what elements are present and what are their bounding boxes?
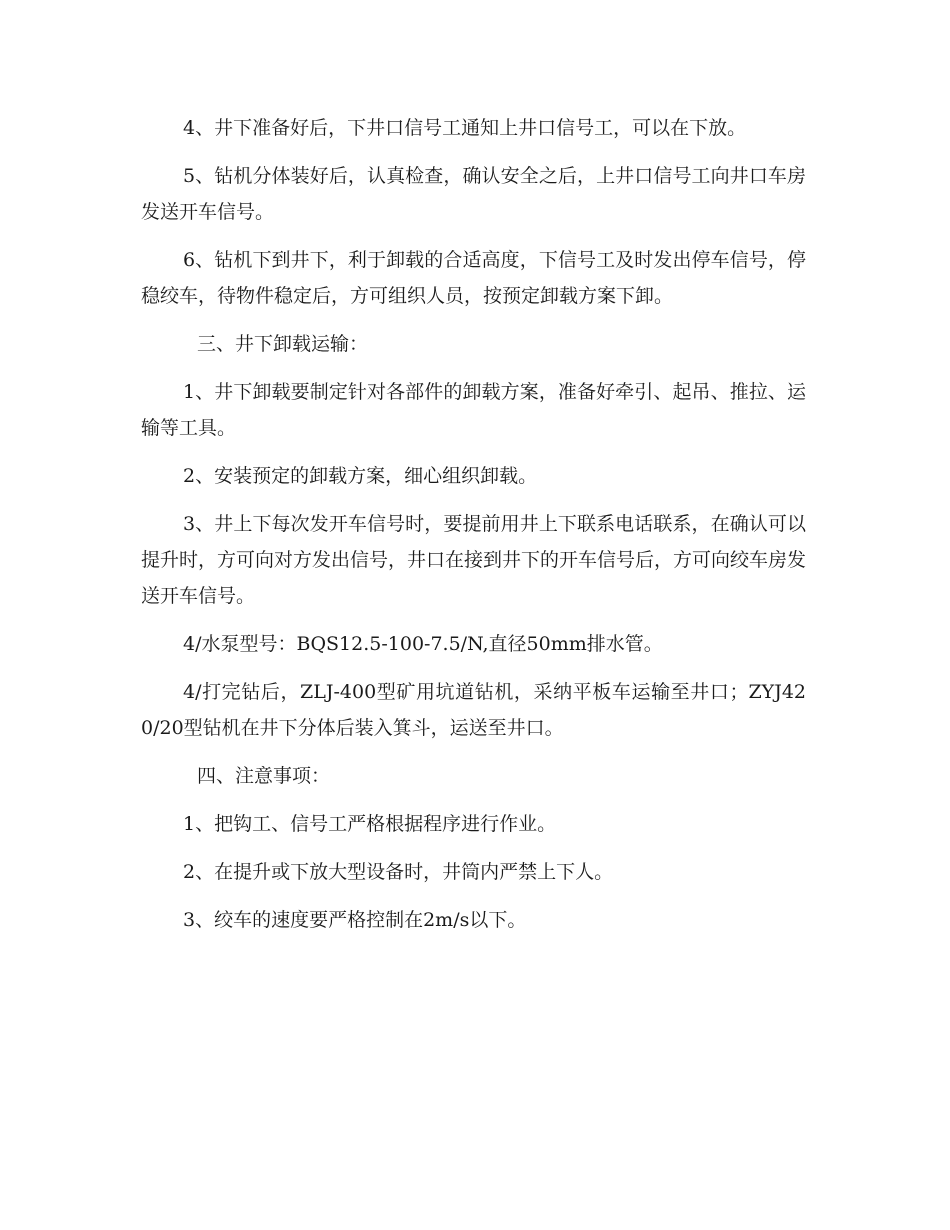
- paragraph-step-5: 5、钻机分体装好后，认真检查，确认安全之后，上井口信号工向井口车房发送开车信号。: [141, 165, 806, 223]
- paragraph-pump-model: 4/水泵型号：BQS12.5-100-7.5/N,直径50mm排水管。: [183, 633, 663, 655]
- paragraph-step-6: 6、钻机下到井下，利于卸载的合适高度，下信号工及时发出停车信号，停稳绞车，待物件稳定后，方可组织人员，按预定卸载方案下卸。: [141, 249, 806, 307]
- paragraph-unloading-2: 2、安装预定的卸载方案，细心组织卸载。: [183, 465, 538, 487]
- paragraph-precaution-1: 1、把钩工、信号工严格根据程序进行作业。: [183, 813, 557, 835]
- paragraph-precaution-3: 3、绞车的速度要严格控制在2m/s以下。: [183, 909, 527, 931]
- section-heading-unloading: 三、井下卸载运输：: [197, 333, 369, 355]
- paragraph-unloading-1: 1、井下卸载要制定针对各部件的卸载方案，准备好牵引、起吊、推拉、运输等工具。: [141, 381, 806, 439]
- paragraph-step-4: 4、井下准备好后，下井口信号工通知上井口信号工，可以在下放。: [183, 117, 747, 139]
- paragraph-precaution-2: 2、在提升或下放大型设备时，井筒内严禁上下人。: [183, 861, 614, 883]
- paragraph-unloading-3: 3、井上下每次发开车信号时，要提前用井上下联系电话联系，在确认可以提升时，方可向对方发出信号，井口在接到井下的开车信号后，方可向绞车房发送开车信号。: [141, 513, 807, 607]
- document-body: [141, 110, 806, 950]
- paragraph-drill-transport: 4/打完钻后，ZLJ-400型矿用坑道钻机，采纳平板车运输至井口；ZYJ420/20型钻机在井下分体后装入箕斗，运送至井口。: [141, 681, 806, 739]
- section-heading-precautions: 四、注意事项：: [197, 765, 331, 787]
